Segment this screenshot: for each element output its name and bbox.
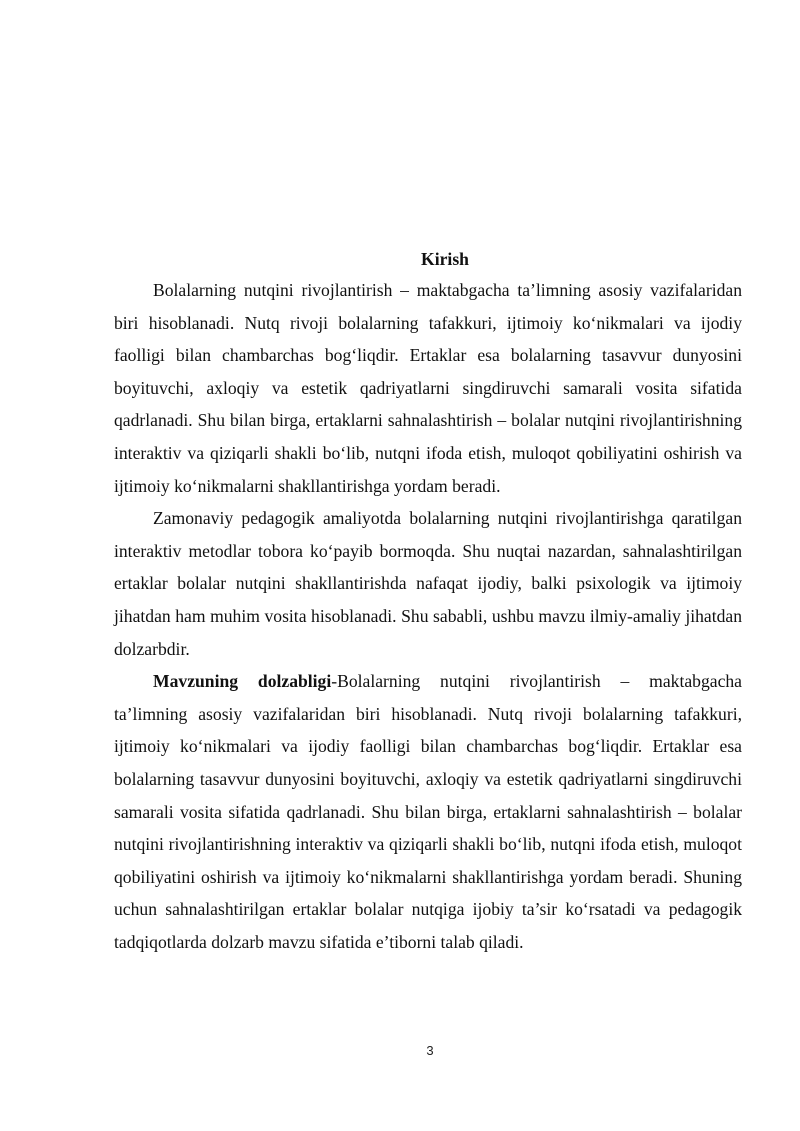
page-number: 3 xyxy=(426,1043,434,1058)
relevance-lead: Mavzuning dolzabligi xyxy=(153,671,332,692)
page-content xyxy=(114,244,742,958)
relevance-paragraph xyxy=(114,665,742,958)
section-heading: Kirish xyxy=(421,249,469,269)
intro-paragraph-2: Zamonaviy pedagogik amaliyotda bolalarning nutqini rivojlantirishga qaratilgan interaktiv metodlar tobora ko‘payib bormoqda. Shu nuqtai nazardan, sahnalashtirilgan ertaklar bolalar nutqini shakllantirishda nafaqat ijodiy, balki psixologik va ijtimoiy jihatdan ham muhim vosita hisoblanadi. Shu sababli, ushbu mavzu ilmiy-amaliy jihatdan dolzarbdir. xyxy=(114,508,742,659)
relevance-text: -Bolalarning nutqini rivojlantirish – maktabgacha ta’limning asosiy vazifalaridan biri hisoblanadi. Nutq rivoji bolalarning tafakkuri, ijtimoiy ko‘nikmalari va ijodiy faolligi bilan chambarchas bog‘liqdir. Ertaklar esa bolalarning tasavvur dunyosini boyituvchi, axloqiy va estetik qadriyatlarni singdiruvchi samarali vosita sifatida qadrlanadi. Shu bilan birga, ertaklarni sahnalashtirish – bolalar nutqini rivojlantirishning interaktiv va qiziqarli shakli bo‘lib, nutqni ifoda etish, muloqot qobiliyatini oshirish va ijtimoiy ko‘nikmalarni shakllantirishga yordam beradi. Shuning uchun sahnalashtirilgan ertaklar bolalar nutqiga ijobiy ta’sir ko‘rsatadi va pedagogik tadqiqotlarda dolzarb mavzu sifatida e’tiborni talab qiladi. xyxy=(114,671,742,952)
intro-paragraph-1: Bolalarning nutqini rivojlantirish – maktabgacha ta’limning asosiy vazifalaridan biri hisoblanadi. Nutq rivoji bolalarning tafakkuri, ijtimoiy ko‘nikmalari va ijodiy faolligi bilan chambarchas bog‘liqdir. Ertaklar esa bolalarning tasavvur dunyosini boyituvchi, axloqiy va estetik qadriyatlarni singdiruvchi samarali vosita sifatida qadrlanadi. Shu bilan birga, ertaklarni sahnalashtirish – bolalar nutqini rivojlantirishning interaktiv va qiziqarli shakli bo‘lib, nutqni ifoda etish, muloqot qobiliyatini oshirish va ijtimoiy ko‘nikmalarni shakllantirishga yordam beradi. xyxy=(114,280,742,496)
